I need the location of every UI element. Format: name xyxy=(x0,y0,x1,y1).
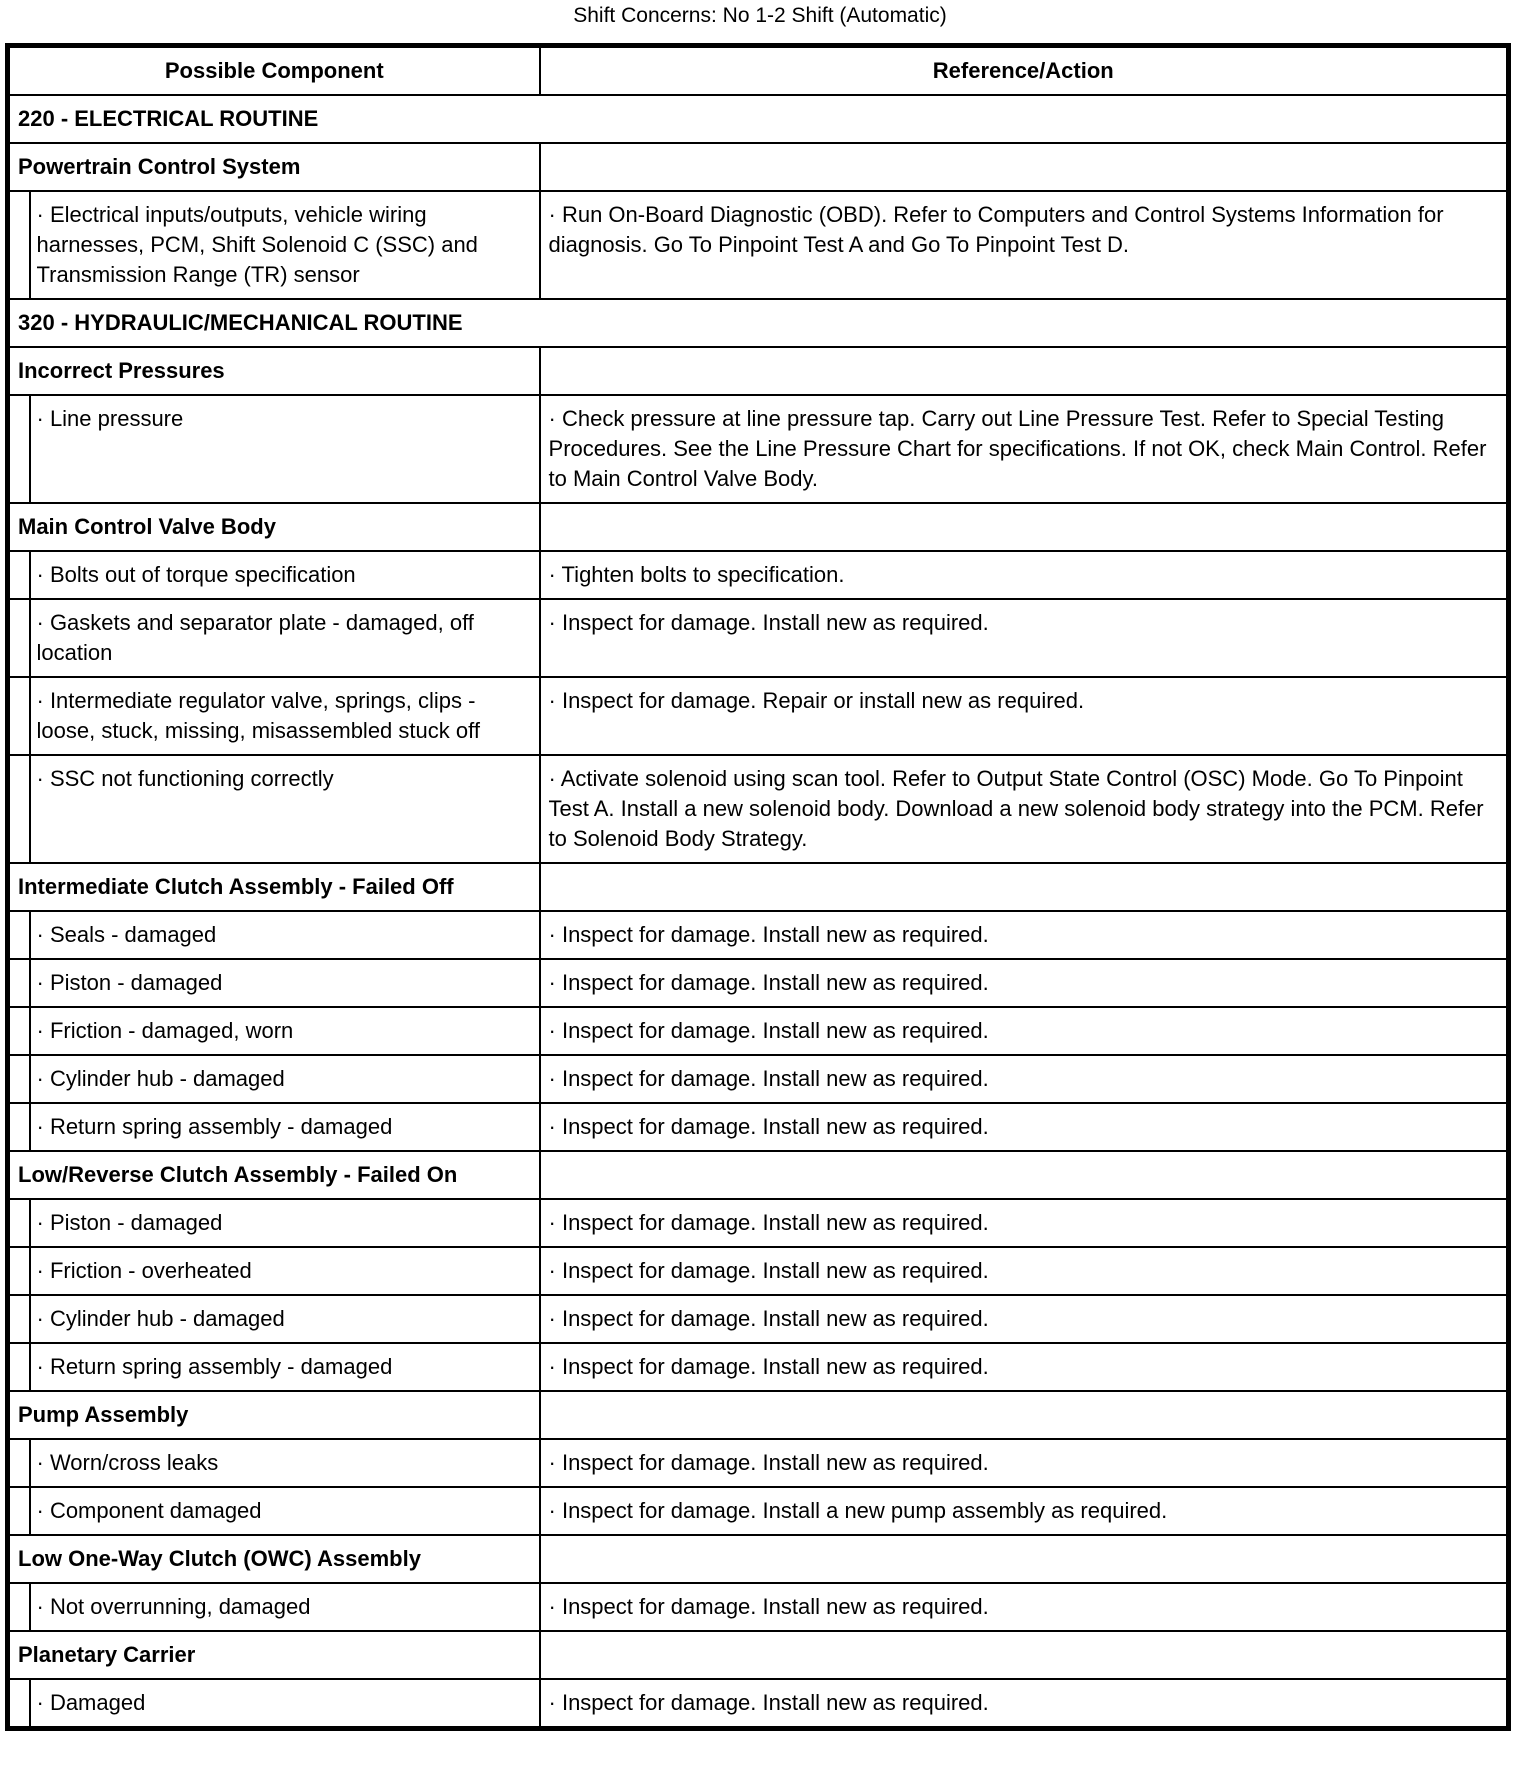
indent-cell xyxy=(8,599,30,677)
component-cell: · SSC not functioning correctly xyxy=(30,755,540,863)
action-cell: · Inspect for damage. Install new as required. xyxy=(540,1247,1509,1295)
indent-cell xyxy=(8,1055,30,1103)
table-row xyxy=(8,1199,1509,1247)
indent-cell xyxy=(8,677,30,755)
action-cell: · Inspect for damage. Install new as required. xyxy=(540,1439,1509,1487)
action-cell: · Tighten bolts to specification. xyxy=(540,551,1509,599)
action-cell: · Inspect for damage. Install new as required. xyxy=(540,1055,1509,1103)
action-cell: · Run On-Board Diagnostic (OBD). Refer to Computers and Control Systems Information for diagnosis. Go To Pinpoint Test A and Go To Pinpoint Test D. xyxy=(540,191,1509,299)
component-cell: · Cylinder hub - damaged xyxy=(30,1055,540,1103)
table-header-row xyxy=(8,46,1509,96)
indent-cell xyxy=(8,1439,30,1487)
component-cell: · Intermediate regulator valve, springs, clips - loose, stuck, missing, misassembled stuck off xyxy=(30,677,540,755)
indent-cell xyxy=(8,755,30,863)
group-title: Intermediate Clutch Assembly - Failed Off xyxy=(8,863,540,911)
section-title: 220 - ELECTRICAL ROUTINE xyxy=(8,95,1509,143)
table-row xyxy=(8,1679,1509,1729)
action-cell: · Inspect for damage. Install new as required. xyxy=(540,1295,1509,1343)
component-cell: · Friction - overheated xyxy=(30,1247,540,1295)
group-title: Low/Reverse Clutch Assembly - Failed On xyxy=(8,1151,540,1199)
action-cell: · Inspect for damage. Install a new pump assembly as required. xyxy=(540,1487,1509,1535)
group-action-empty xyxy=(540,1535,1509,1583)
component-cell: · Return spring assembly - damaged xyxy=(30,1103,540,1151)
table-row xyxy=(8,599,1509,677)
table-row xyxy=(8,551,1509,599)
group-row xyxy=(8,347,1509,395)
table-row xyxy=(8,959,1509,1007)
table-row xyxy=(8,1487,1509,1535)
group-row xyxy=(8,863,1509,911)
table-row xyxy=(8,755,1509,863)
table-row xyxy=(8,395,1509,503)
indent-cell xyxy=(8,191,30,299)
component-cell: · Gaskets and separator plate - damaged, off location xyxy=(30,599,540,677)
group-title: Powertrain Control System xyxy=(8,143,540,191)
component-cell: · Component damaged xyxy=(30,1487,540,1535)
action-cell: · Check pressure at line pressure tap. Carry out Line Pressure Test. Refer to Special Testing Procedures. See the Line Pressure Chart for specifications. If not OK, check Main Control. Refer to Main Control Valve Body. xyxy=(540,395,1509,503)
component-cell: · Seals - damaged xyxy=(30,911,540,959)
component-cell: · Piston - damaged xyxy=(30,959,540,1007)
indent-cell xyxy=(8,551,30,599)
indent-cell xyxy=(8,959,30,1007)
table-row xyxy=(8,191,1509,299)
group-action-empty xyxy=(540,1631,1509,1679)
column-header-action: Reference/Action xyxy=(540,46,1509,96)
group-title: Pump Assembly xyxy=(8,1391,540,1439)
group-action-empty xyxy=(540,143,1509,191)
component-cell: · Return spring assembly - damaged xyxy=(30,1343,540,1391)
table-body xyxy=(8,95,1509,1729)
indent-cell xyxy=(8,1007,30,1055)
group-row xyxy=(8,1391,1509,1439)
group-title: Low One-Way Clutch (OWC) Assembly xyxy=(8,1535,540,1583)
table-row xyxy=(8,1343,1509,1391)
component-cell: · Line pressure xyxy=(30,395,540,503)
table-row xyxy=(8,1055,1509,1103)
table-row xyxy=(8,1007,1509,1055)
group-row xyxy=(8,1631,1509,1679)
section-row xyxy=(8,95,1509,143)
component-cell: · Not overrunning, damaged xyxy=(30,1583,540,1631)
indent-cell xyxy=(8,1343,30,1391)
component-cell: · Electrical inputs/outputs, vehicle wiring harnesses, PCM, Shift Solenoid C (SSC) and Transmission Range (TR) sensor xyxy=(30,191,540,299)
action-cell: · Inspect for damage. Install new as required. xyxy=(540,1679,1509,1729)
group-action-empty xyxy=(540,347,1509,395)
table-row xyxy=(8,1439,1509,1487)
component-cell: · Damaged xyxy=(30,1679,540,1729)
group-title: Main Control Valve Body xyxy=(8,503,540,551)
table-row xyxy=(8,677,1509,755)
table-row xyxy=(8,911,1509,959)
diagnosis-table xyxy=(5,43,1511,1731)
indent-cell xyxy=(8,1199,30,1247)
indent-cell xyxy=(8,1103,30,1151)
action-cell: · Inspect for damage. Install new as required. xyxy=(540,1007,1509,1055)
indent-cell xyxy=(8,1247,30,1295)
group-action-empty xyxy=(540,1391,1509,1439)
indent-cell xyxy=(8,395,30,503)
group-action-empty xyxy=(540,1151,1509,1199)
action-cell: · Inspect for damage. Install new as required. xyxy=(540,1583,1509,1631)
action-cell: · Inspect for damage. Repair or install new as required. xyxy=(540,677,1509,755)
table-row xyxy=(8,1295,1509,1343)
indent-cell xyxy=(8,1583,30,1631)
action-cell: · Inspect for damage. Install new as required. xyxy=(540,959,1509,1007)
group-title: Planetary Carrier xyxy=(8,1631,540,1679)
component-cell: · Piston - damaged xyxy=(30,1199,540,1247)
group-row xyxy=(8,143,1509,191)
group-row xyxy=(8,1151,1509,1199)
indent-cell xyxy=(8,1487,30,1535)
action-cell: · Activate solenoid using scan tool. Refer to Output State Control (OSC) Mode. Go To Pinpoint Test A. Install a new solenoid body. Download a new solenoid body strategy into the PCM. Refer to Solenoid Body Strategy. xyxy=(540,755,1509,863)
component-cell: · Worn/cross leaks xyxy=(30,1439,540,1487)
table-row xyxy=(8,1583,1509,1631)
group-title: Incorrect Pressures xyxy=(8,347,540,395)
section-row xyxy=(8,299,1509,347)
group-action-empty xyxy=(540,503,1509,551)
component-cell: · Cylinder hub - damaged xyxy=(30,1295,540,1343)
table-row xyxy=(8,1247,1509,1295)
action-cell: · Inspect for damage. Install new as required. xyxy=(540,1343,1509,1391)
component-cell: · Friction - damaged, worn xyxy=(30,1007,540,1055)
table-row xyxy=(8,1103,1509,1151)
action-cell: · Inspect for damage. Install new as required. xyxy=(540,599,1509,677)
section-title: 320 - HYDRAULIC/MECHANICAL ROUTINE xyxy=(8,299,1509,347)
action-cell: · Inspect for damage. Install new as required. xyxy=(540,1103,1509,1151)
action-cell: · Inspect for damage. Install new as required. xyxy=(540,1199,1509,1247)
indent-cell xyxy=(8,1679,30,1729)
group-action-empty xyxy=(540,863,1509,911)
indent-cell xyxy=(8,1295,30,1343)
group-row xyxy=(8,503,1509,551)
indent-cell xyxy=(8,911,30,959)
component-cell: · Bolts out of torque specification xyxy=(30,551,540,599)
action-cell: · Inspect for damage. Install new as required. xyxy=(540,911,1509,959)
group-row xyxy=(8,1535,1509,1583)
page-title: Shift Concerns: No 1-2 Shift (Automatic) xyxy=(573,4,947,27)
column-header-component: Possible Component xyxy=(8,46,540,96)
